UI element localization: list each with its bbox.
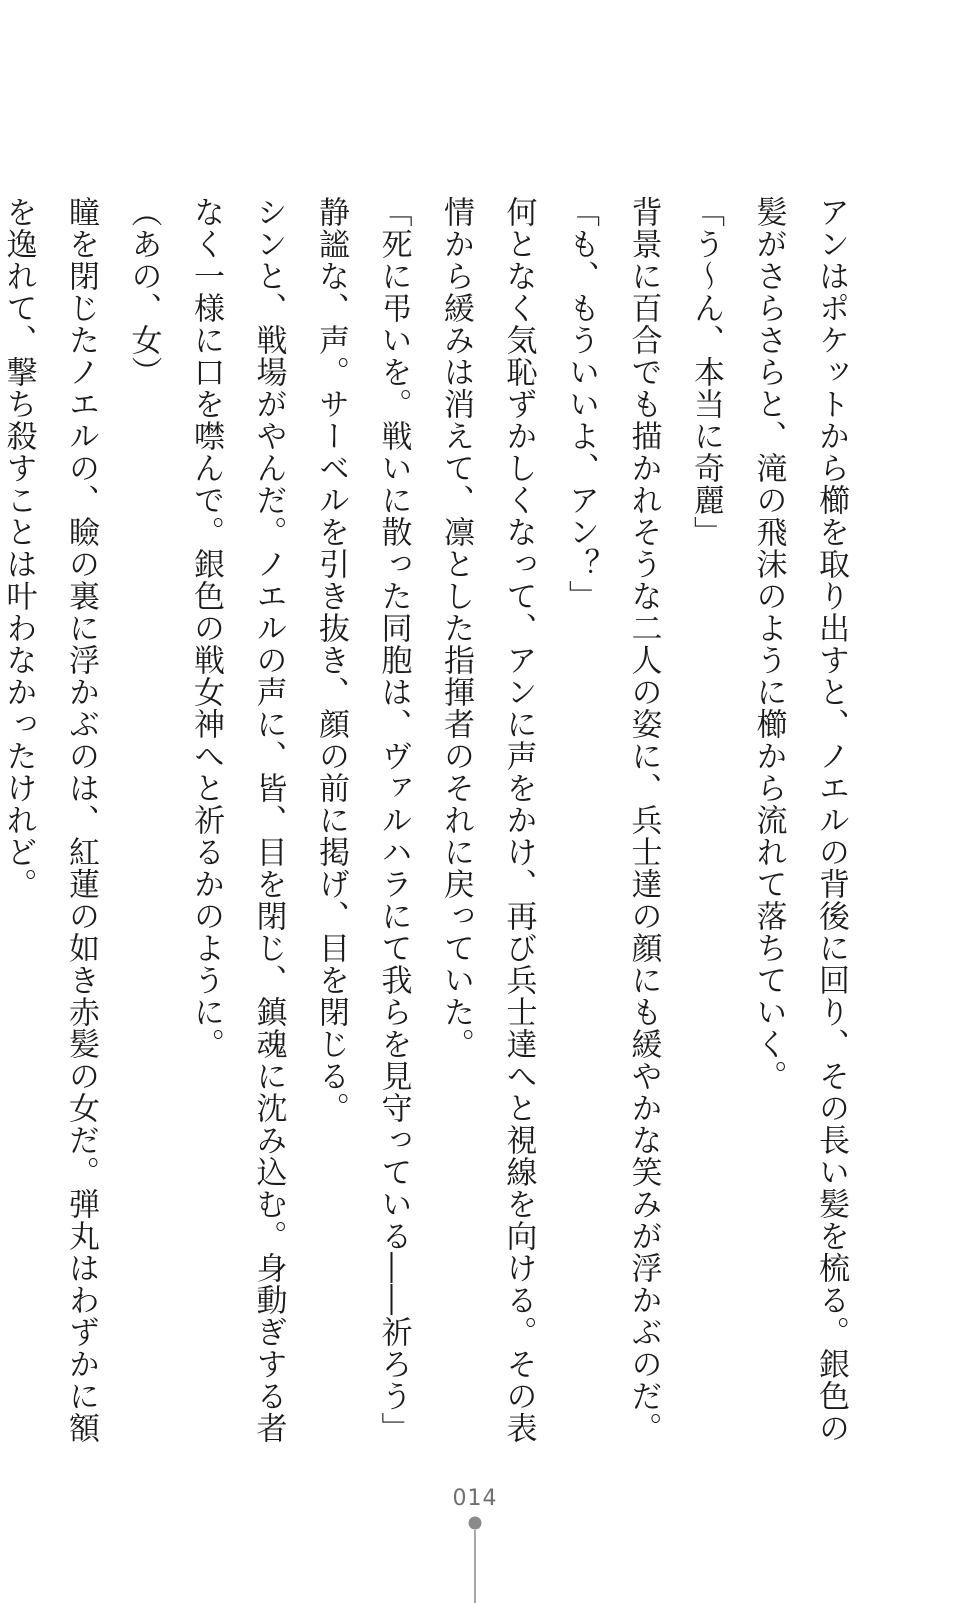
text-line-8: 「死に弔いを。戦いに散った同胞は、ヴァルハラにて我らを見守っている――祈ろう」 <box>375 196 412 1444</box>
text-line-13: 瞳を閉じたノエルの、瞼の裏に浮かぶのは、紅蓮の如き赤髪の女だ。弾丸はわずかに額 <box>63 196 99 1444</box>
text-line-10: シンと、戦場がやんだ。ノエルの声に、皆、目を閉じ、鎮魂に沈み込む。身動ぎする者 <box>250 196 287 1444</box>
text-line-4: 背景に百合でも描かれそうな二人の姿に、兵士達の顔にも緩やかな笑みが浮かぶのだ。 <box>625 196 662 1444</box>
text-line-9: 静謐な、声。サーベルを引き抜き、顔の前に掲げ、目を閉じる。 <box>313 196 349 1124</box>
text-line-12: （あの、女） <box>125 196 162 388</box>
novel-body-text <box>0 196 862 1444</box>
page-number: 014 <box>452 1486 498 1511</box>
text-line-7: 情から緩みは消えて、凛とした指揮者のそれに戻っていた。 <box>438 196 474 1060</box>
marker-dot <box>469 1517 482 1530</box>
text-line-14: を逸れて、撃ち殺すことは叶わなかったけれど。 <box>0 196 37 900</box>
text-line-2: 髪がさらさらと、滝の飛沫のように櫛から流れて落ちていく。 <box>750 196 787 1092</box>
text-line-6: 何となく気恥ずかしくなって、アンに声をかけ、再び兵士達へと視線を向ける。その表 <box>500 196 537 1444</box>
text-line-11: なく一様に口を噤んで。銀色の戦女神へと祈るかのように。 <box>188 196 224 1060</box>
page-marker-icon <box>468 1516 482 1603</box>
text-line-5: 「も、もういいよ、アン？」 <box>563 196 599 612</box>
text-line-1: アンはポケットから櫛を取り出すと、ノエルの背後に回り、その長い髪を梳る。銀色の <box>813 196 849 1444</box>
text-line-3: 「う～ん、本当に奇麗」 <box>688 196 724 548</box>
